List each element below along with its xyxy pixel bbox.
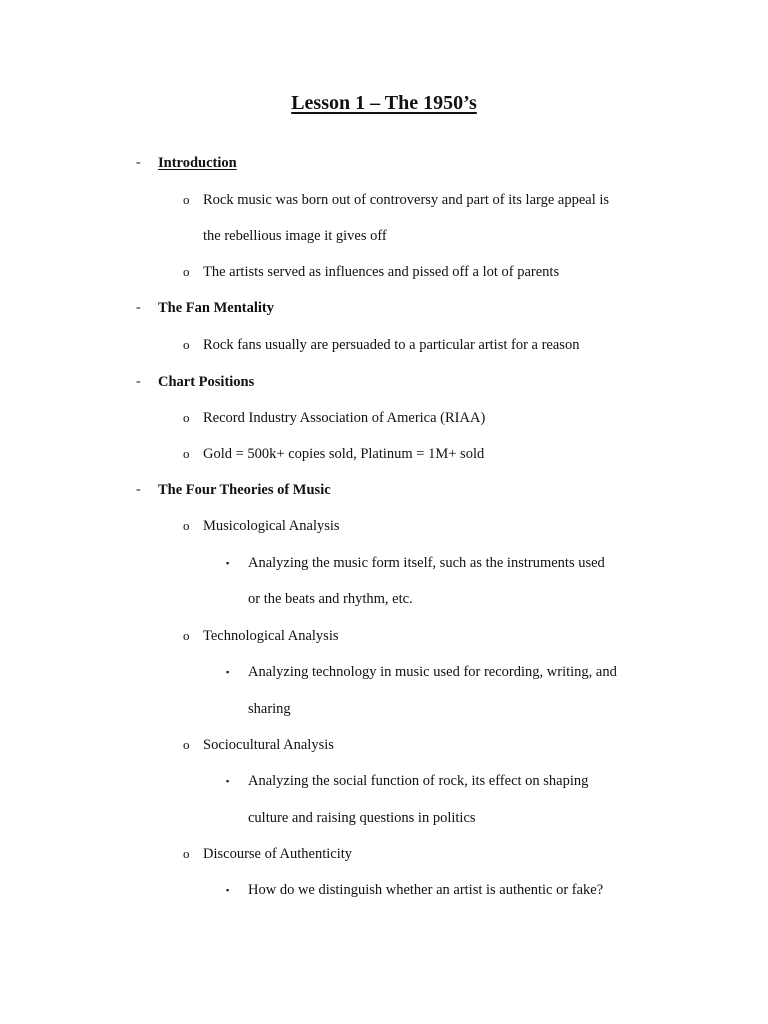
section-heading-four-theories: The Four Theories of Music (158, 482, 331, 498)
dash-bullet: - (136, 300, 141, 315)
list-item-text: Discourse of Authenticity (203, 846, 353, 862)
list-item-text: Rock fans usually are persuaded to a particular artist for a reason (203, 337, 580, 353)
sub-item-text: Analyzing the music form itself, such as the instruments used (248, 555, 605, 571)
dash-bullet: - (136, 374, 141, 389)
square-bullet: ▪ (226, 667, 230, 677)
list-item-text: Record Industry Association of America (RIAA) (203, 410, 486, 426)
square-bullet: ▪ (226, 885, 230, 895)
circle-bullet: o (183, 846, 190, 861)
dash-bullet: - (136, 482, 141, 497)
sub-item-text-continuation: sharing (248, 701, 291, 717)
section-heading-fan-mentality: The Fan Mentality (158, 300, 274, 316)
sub-item-text: How do we distinguish whether an artist is authentic or fake? (248, 882, 604, 898)
list-item-text: Sociocultural Analysis (203, 737, 334, 753)
circle-bullet: o (183, 446, 190, 461)
page-title: Lesson 1 – The 1950’s (291, 92, 477, 114)
section-heading-introduction: Introduction (158, 155, 237, 171)
sub-item-text-continuation: or the beats and rhythm, etc. (248, 591, 413, 607)
circle-bullet: o (183, 337, 190, 352)
circle-bullet: o (183, 410, 190, 425)
list-item-text: The artists served as influences and pissed off a lot of parents (203, 264, 560, 280)
circle-bullet: o (183, 518, 190, 533)
sub-item-text: Analyzing technology in music used for recording, writing, and (248, 664, 617, 680)
list-item-text: Musicological Analysis (203, 518, 340, 534)
dash-bullet: - (136, 155, 141, 170)
list-item-text-continuation: the rebellious image it gives off (203, 228, 387, 244)
list-item-text: Technological Analysis (203, 628, 339, 644)
list-item-text: Gold = 500k+ copies sold, Platinum = 1M+ sold (203, 446, 485, 462)
circle-bullet: o (183, 628, 190, 643)
circle-bullet: o (183, 737, 190, 752)
sub-item-text: Analyzing the social function of rock, its effect on shaping (248, 773, 589, 789)
circle-bullet: o (183, 192, 190, 207)
sub-item-text-continuation: culture and raising questions in politics (248, 810, 476, 826)
section-heading-chart-positions: Chart Positions (158, 374, 255, 390)
square-bullet: ▪ (226, 776, 230, 786)
square-bullet: ▪ (226, 558, 230, 568)
list-item-text: Rock music was born out of controversy and part of its large appeal is (203, 192, 610, 208)
circle-bullet: o (183, 264, 190, 279)
